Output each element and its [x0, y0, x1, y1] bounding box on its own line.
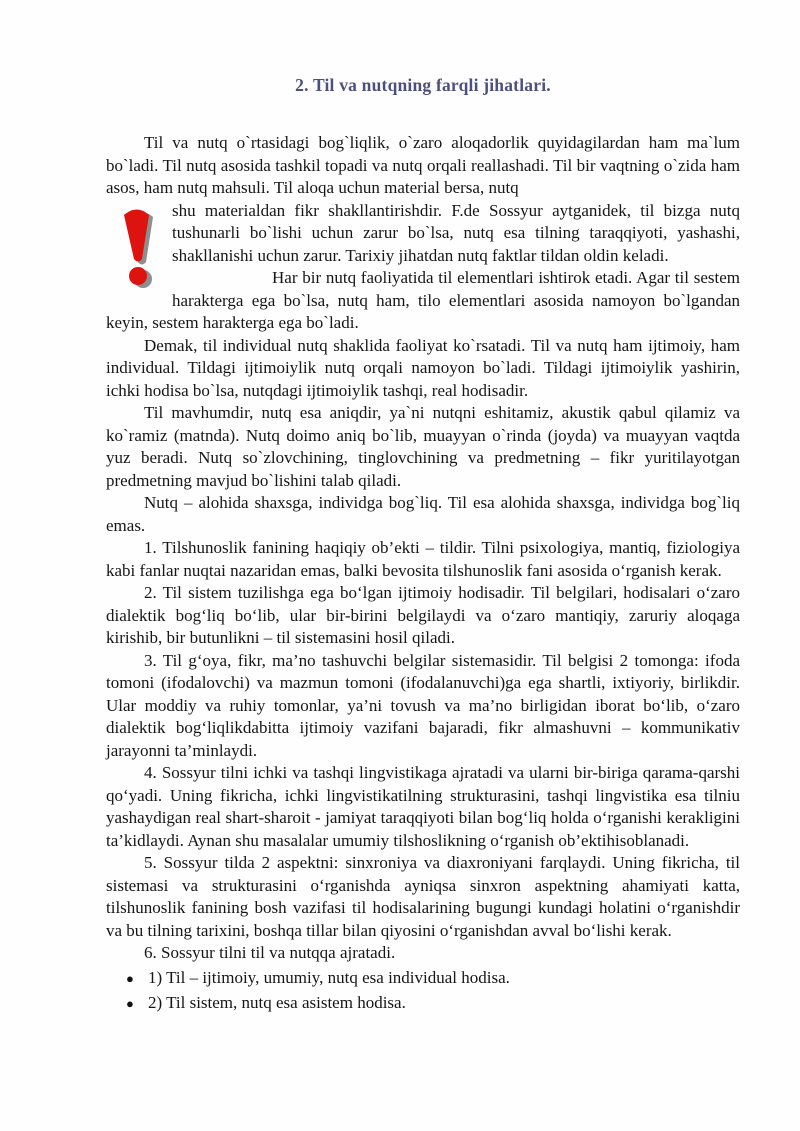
paragraph-beside-icon: shu materialdan fikr shakllantirishdir. F.de Sossyur aytganidek, til bizga nutq tushunarli bo`lishi uchun zarur bo`lsa, nutq esa tilning taraqqiyoti, yashashi, shakllanishi uchun zarur. Tarixiy jihatdan nutq faktlar tildan oldin keladi. — [172, 200, 740, 265]
bullet-icon: ● — [126, 996, 134, 1011]
paragraph: Har bir nutq faoliyatida til elementlari ishtirok etadi. Agar til sestem harakterga ega bo`lsa, nutq ham, tilo elementlari asosida namoyon bo`lgandan keyin, sestem harakterga ega bo`ladi. — [106, 268, 740, 332]
paragraph: Demak, til individual nutq shaklida faoliyat ko`rsatadi. Til va nutq ham ijtimoiy, ham individual. Tildagi ijtimoiylik nutq orqali namoyon bo`ladi. Tildagi ijtimoiylik yashirin, ichki hodisa bo`lsa, nutqdagi ijtimoiylik tashqi, real hodisadir. — [106, 335, 740, 400]
paragraph-intro: Til va nutq o`rtasidagi bog`liqlik, o`zaro aloqadorlik quyidagilardan ham ma`lum bo`ladi. Til nutq asosida tashkil topadi va nutq orqali reallashadi. Til bir vaqtning o`zida ham asos, ham nutq mahsuli. Til aloqa uchun material bersa, nutq — [106, 133, 740, 197]
warning-icon-container — [106, 202, 172, 294]
exclamation-icon — [112, 206, 170, 292]
paragraph: Nutq – alohida shaxsga, individga bog`liq. Til esa alohida shaxsga, individga bog`liq emas. — [106, 493, 740, 535]
paragraph-with-warning-icon — [106, 200, 740, 268]
paragraph: Til mavhumdir, nutq esa aniqdir, ya`ni nutqni eshitamiz, akustik qabul qilamiz va ko`ramiz (matnda). Nutq doimo aniq bo`lib, muayyan o`rinda (joyda) va muayyan vaqtda yuz beradi. Nutq so`zlovchining, tinglovchining va predmetning – fikr yuritilayotgan predmetning mavjud bo`lishini talab qiladi. — [106, 403, 740, 490]
bullet-icon: ● — [126, 970, 134, 986]
bullet-list — [106, 967, 740, 1016]
list-item — [126, 967, 740, 991]
paragraph-numbered-5: 5. Sossyur tilda 2 aspektni: sinxroniya va diaxroniyani farqlaydi. Uning fikricha, til sistemasi va strukturasini o‘rganishda ayniqsa sinxron aspektning ahamiyati katta, tilshunoslik fanining bosh vazifasi til hodisalarining bugungi kundagi holatini o‘rganishdir va bu tilning tarixini, boshqa tillar bilan qiyosini o‘rganishdan avval bo‘lishi kerak. — [106, 853, 740, 940]
paragraph-numbered-1: 1. Tilshunoslik fanining haqiqiy ob’ekti – tildir. Tilni psixologiya, mantiq, fiziologiya kabi fanlar nuqtai nazaridan emas, balki bevosita tilshunoslik fani asosida o‘rganish kerak. — [106, 538, 740, 580]
paragraph-numbered-2: 2. Til sistem tuzilishga ega bo‘lgan ijtimoiy hodisadir. Til belgilari, hodisalari o‘zaro dialektik bog‘liq bo‘lib, ular bir-birini belgilaydi va o‘zaro mantiqiy, zaruriy aloqaga kirishib, bir butunlikni – til sistemasini hosil qiladi. — [106, 583, 740, 647]
page-title: 2. Til va nutqning farqli jihatlari. — [295, 75, 551, 95]
paragraph-numbered-6: 6. Sossyur tilni til va nutqqa ajratadi. — [144, 943, 396, 962]
list-item-text: 2) Til sistem, nutq esa asistem hodisa. — [148, 993, 406, 1012]
paragraph-numbered-4: 4. Sossyur tilni ichki va tashqi lingvistikaga ajratadi va ularni bir-biriga qarama-qarshi qo‘yadi. Uning fikricha, ichki lingvistikatilning strukturasini, tashqi lingvistika esa tilniu yashaydigan real shart-sharoit - jamiyat taraqqiyoti bilan bog‘liq holda o‘rganishi kerakligini ta’kidlaydi. Aynan shu masalalar umumiy tilshoslikning o‘rganish ob’ektihisoblanadi. — [106, 763, 740, 850]
list-item-text: 1) Til – ijtimoiy, umumiy, nutq esa individual hodisa. — [148, 967, 510, 987]
list-item — [126, 992, 740, 1016]
paragraph-numbered-3: 3. Til g‘oya, fikr, ma’no tashuvchi belgilar sistemasidir. Til belgisi 2 tomonga: ifoda tomoni (ifodalovchi) va mazmun tomoni (ifodalanuvchi)ga ega shartli, ixtiyoriy, birlikdir. Ular moddiy va ruhiy tomonlar, ya’ni tovush va ma’no birligidan iborat bo‘lib, o‘zaro dialektik bog‘liqlikdabitta ijtimoiy vazifani bajaradi, fikr almashuvni – kommunikativ jarayonni ta’minlaydi. — [106, 650, 740, 760]
